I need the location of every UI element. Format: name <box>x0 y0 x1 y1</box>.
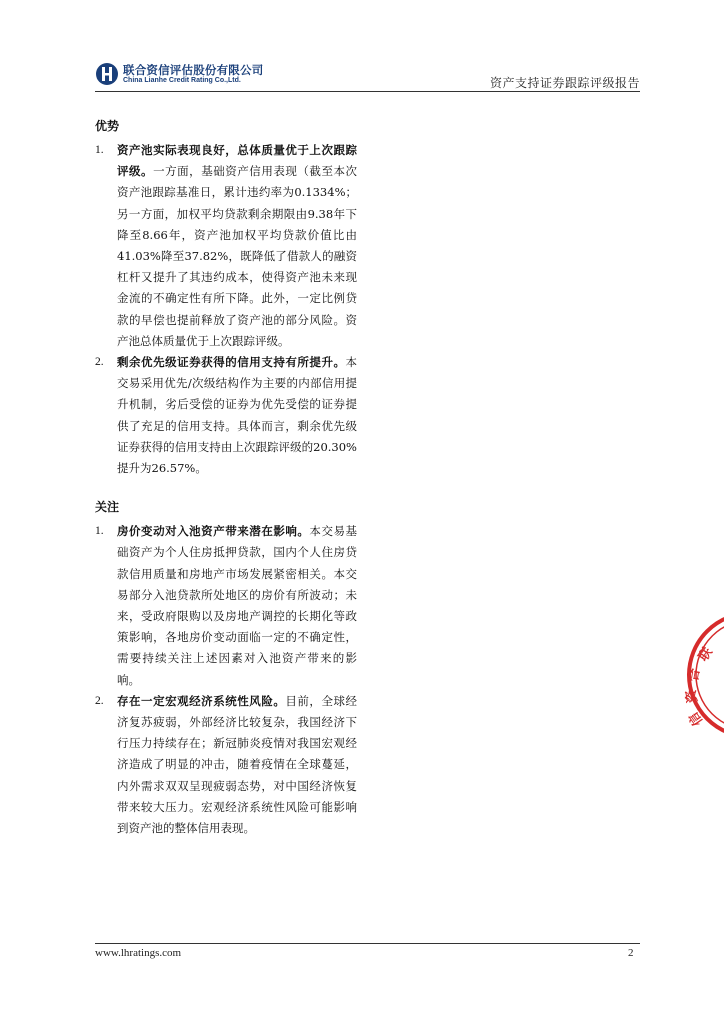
page-number: 2 <box>628 947 634 959</box>
item-number: 1. <box>95 525 104 538</box>
report-type-title: 资产支持证券跟踪评级报告 <box>489 76 640 90</box>
item-text: 目前，全球经济复苏疲弱，外部经济比较复杂，我国经济下行压力持续存在；新冠肺炎疫情对我国宏观经济造成了明显的冲击，随着疫情在全球蔓延，内外需求双双呈现疲弱态势，对中国经济恢复带来较大压力。宏观经济系统性风险可能影响到资产池的整体信用表现。 <box>117 693 358 836</box>
item-text: 一方面，基础资产信用表现（截至本次资产池跟踪基准日，累计违约率为0.1334%；另一方面，加权平均贷款剩余期限由9.38年下降至8.66年，资产池加权平均贷款价值比由41.03%降至37.82%，既降低了借款人的融资杠杆又提升了其违约成本，使得资产池未来现金流的不确定性有所下降。此外，一定比例贷款的早偿也提前释放了资产池的部分风险。资产池总体质量优于上次跟踪评级。 <box>117 164 358 348</box>
concern-item-2 <box>95 691 357 839</box>
footer-divider <box>95 943 640 944</box>
item-lead: 房价变动对入池资产带来潜在影响。 <box>117 524 310 539</box>
company-name-cn: 联合资信评估股份有限公司 <box>123 63 264 77</box>
item-number: 2. <box>95 694 104 707</box>
svg-text:合: 合 <box>686 667 704 683</box>
header-divider <box>95 91 640 92</box>
item-body <box>117 352 357 479</box>
company-name-en: China Lianhe Credit Rating Co.,Ltd. <box>123 77 241 84</box>
svg-text:信: 信 <box>686 709 707 729</box>
item-lead: 资产池实际表现良好，总体质量优于上次跟踪评级。 <box>117 143 357 179</box>
strengths-heading: 优势 <box>95 119 120 133</box>
strength-item-2 <box>95 352 357 479</box>
concern-item-1 <box>95 521 357 691</box>
item-body <box>117 140 357 352</box>
concerns-heading: 关注 <box>95 500 120 515</box>
item-text: 本交易基础资产为个人住房抵押贷款，国内个人住房贷款信用质量和房地产市场发展紧密相关。本交易部分入池贷款所处地区的房价有所波动；未来，受政府限购以及房地产调控的长期化等政策影响，各地房价变动面临一定的不确定性，需要持续关注上述因素对入池资产带来的影响。 <box>117 524 358 687</box>
item-body <box>117 691 357 839</box>
main-content <box>95 118 357 839</box>
company-logo-icon <box>95 62 119 86</box>
page-header <box>95 56 640 90</box>
item-lead: 存在一定宏观经济系统性风险。 <box>117 693 286 708</box>
svg-text:联: 联 <box>695 645 716 665</box>
svg-text:资: 资 <box>683 688 701 704</box>
item-text: 本交易采用优先/次级结构作为主要的内部信用提升机制，劣后受偿的证券为优先受偿的证券提供了充足的信用支持。具体而言，剩余优先级证券获得的信用支持由上次跟踪评级的20.30%提升为26.57%。 <box>117 355 357 476</box>
item-lead: 剩余优先级证券获得的信用支持有所提升。 <box>117 355 346 370</box>
item-number: 1. <box>95 144 104 156</box>
item-number: 2. <box>95 356 104 369</box>
footer-website-link[interactable]: www.lhratings.com <box>95 947 182 959</box>
strength-item-1 <box>95 140 357 352</box>
red-seal-stamp-icon <box>683 600 724 750</box>
item-body <box>117 521 357 691</box>
